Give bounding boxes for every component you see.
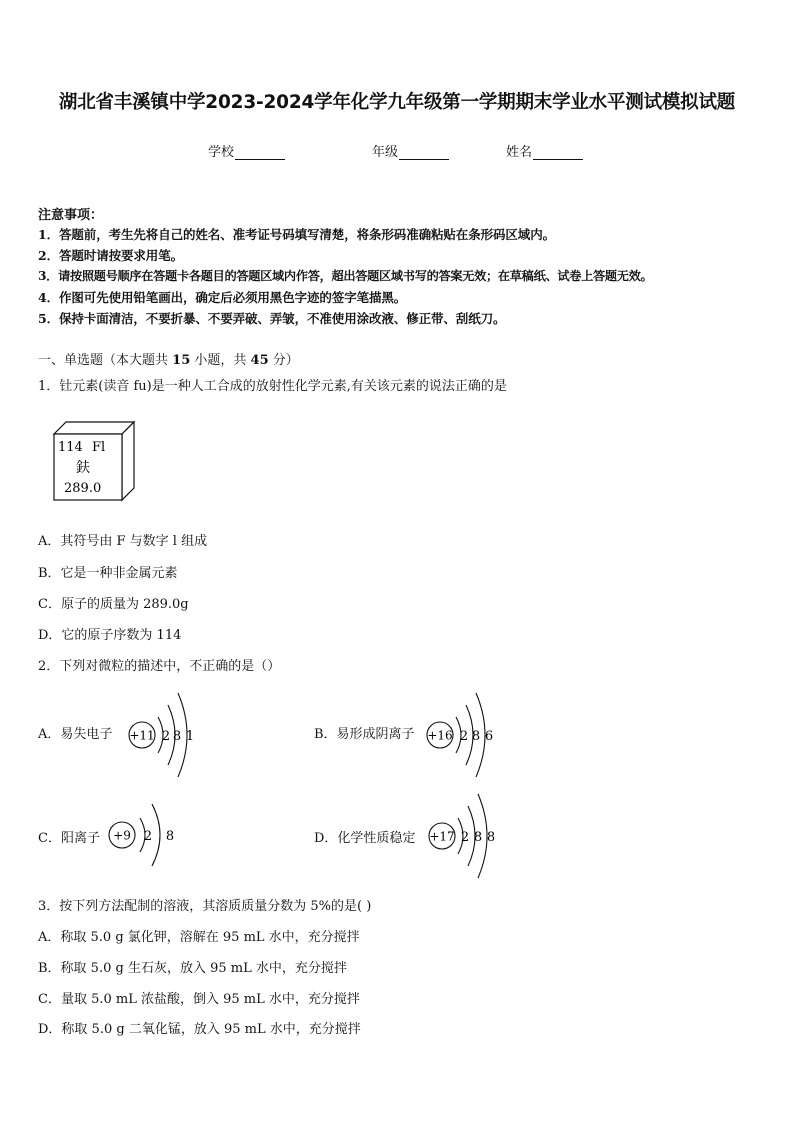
grade-field <box>372 141 449 160</box>
svg-text:+11: +11 <box>129 728 155 743</box>
q3-option-a: A．称取 5.0 g 氯化钾，溶解在 95 mL 水中，充分搅拌 <box>38 930 360 945</box>
notice-item: 2．答题时请按要求用笔。 <box>38 248 183 263</box>
svg-text:2: 2 <box>161 729 171 744</box>
svg-text:8: 8 <box>473 830 483 845</box>
element-symbol: Fl <box>92 440 106 455</box>
q2-option-b-label: B．易形成阴离子 <box>314 727 415 742</box>
atom-diagram-d <box>422 786 502 886</box>
q2-option-a-label: A．易失电子 <box>38 727 113 742</box>
q2-option-d-label: D．化学性质稳定 <box>314 831 416 846</box>
svg-text:2: 2 <box>460 830 470 845</box>
q3-option-d: D．称取 5.0 g 二氧化锰，放入 95 mL 水中，充分搅拌 <box>38 1022 361 1037</box>
svg-text:8: 8 <box>486 830 496 845</box>
atom-diagram-b <box>420 685 500 785</box>
notice-item: 5．保持卡面清洁，不要折暴、不要弄破、弄皱，不准使用涂改液、修正带、刮纸刀。 <box>38 311 506 326</box>
q1-option-d: D．它的原子序数为 114 <box>38 628 182 643</box>
svg-text:+17: +17 <box>429 829 455 844</box>
q1-option-a: A．其符号由 F 与数字 l 组成 <box>38 534 208 549</box>
q2-option-c-label: C．阳离子 <box>38 831 100 846</box>
atomic-mass: 289.0 <box>64 481 102 496</box>
svg-text:2: 2 <box>459 729 469 744</box>
name-blank <box>533 146 583 160</box>
section-heading: 一、单选题（本大题共 15 小题，共 45 分） <box>38 353 299 368</box>
svg-text:2: 2 <box>143 829 153 844</box>
svg-text:8: 8 <box>172 729 182 744</box>
question-3-stem: 3．按下列方法配制的溶液，其溶质质量分数为 5%的是( ) <box>38 899 372 914</box>
svg-text:+9: +9 <box>113 828 131 843</box>
question-2-stem: 2．下列对微粒的描述中，不正确的是（） <box>38 659 281 674</box>
school-blank <box>235 146 285 160</box>
name-label: 姓名 <box>506 145 533 160</box>
svg-text:6: 6 <box>484 729 494 744</box>
exam-title: 湖北省丰溪镇中学2023-2024学年化学九年级第一学期期末学业水平测试模拟试题 <box>58 92 736 113</box>
atom-diagram-a <box>122 685 202 785</box>
q3-option-c: C．量取 5.0 mL 浓盐酸，倒入 95 mL 水中，充分搅拌 <box>38 992 360 1007</box>
school-field <box>208 141 285 160</box>
atom-diagram-c <box>102 800 182 870</box>
question-count: 15 <box>172 353 191 368</box>
question-1-stem: 1．钍元素(读音 fu)是一种人工合成的放射性化学元素,有关该元素的说法正确的是 <box>38 379 507 394</box>
q3-option-b: B．称取 5.0 g 生石灰，放入 95 mL 水中，充分搅拌 <box>38 961 347 976</box>
svg-text:8: 8 <box>471 729 481 744</box>
school-label: 学校 <box>208 145 235 160</box>
q1-option-c: C．原子的质量为 289.0g <box>38 597 189 612</box>
element-name: 鈇 <box>76 460 90 476</box>
svg-text:+16: +16 <box>427 728 453 743</box>
svg-text:1: 1 <box>185 729 195 744</box>
total-score: 45 <box>250 353 269 368</box>
q1-option-b: B．它是一种非金属元素 <box>38 566 178 581</box>
notice-heading: 注意事项： <box>38 208 104 223</box>
notice-item: 1．答题前，考生先将自己的姓名、准考证号码填写清楚，将条形码准确粘贴在条形码区域内。 <box>38 227 555 242</box>
element-card <box>52 420 142 502</box>
grade-label: 年级 <box>372 145 399 160</box>
svg-text:8: 8 <box>165 829 175 844</box>
name-field <box>506 141 583 160</box>
notice-item: 3．请按照题号顺序在答题卡各题目的答题区域内作答，超出答题区域书写的答案无效；在草稿纸、试卷上答题无效。 <box>38 269 653 283</box>
notice-item: 4．作图可先使用铅笔画出，确定后必须用黑色字迹的签字笔描黑。 <box>38 290 407 305</box>
atomic-number: 114 <box>58 440 83 455</box>
grade-blank <box>399 146 449 160</box>
